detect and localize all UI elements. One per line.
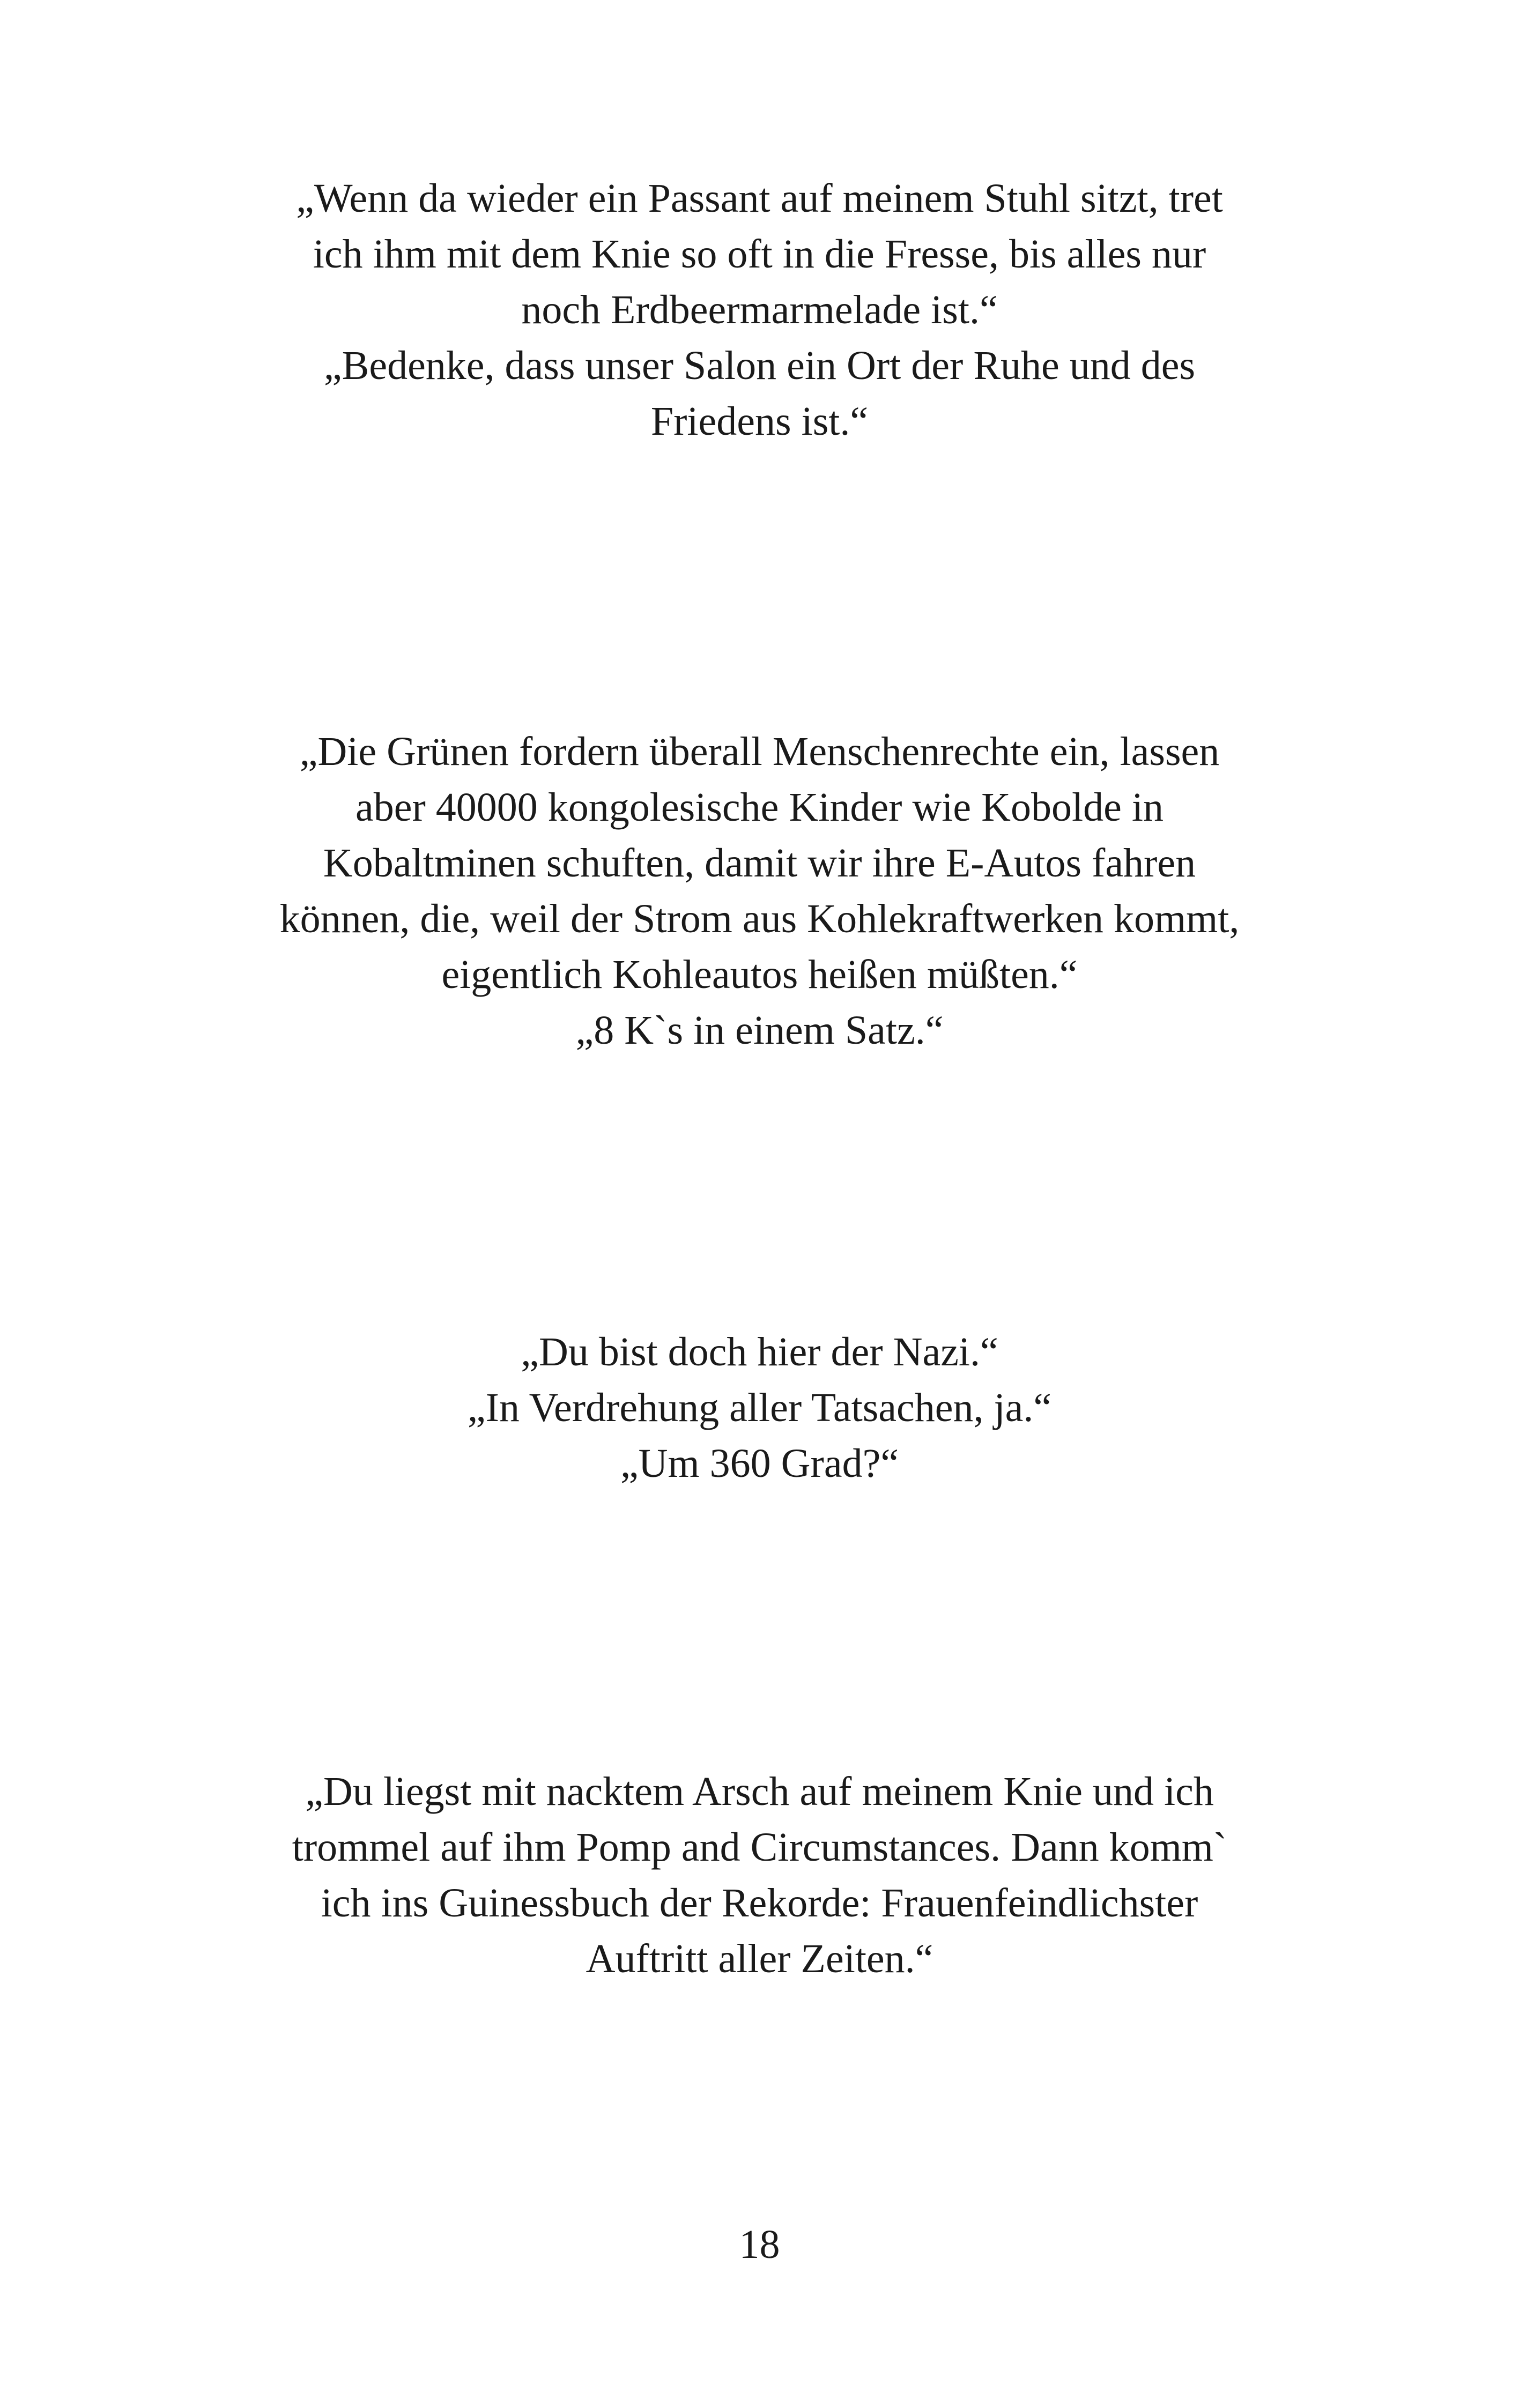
dialogue-block-1 (0, 170, 1519, 449)
text-line: „Du bist doch hier der Nazi.“ (521, 1329, 998, 1374)
text-line: Auftritt aller Zeiten.“ (586, 1936, 933, 1981)
text-line: eigentlich Kohleautos heißen müßten.“ (441, 952, 1078, 997)
dialogue-block-4 (0, 1764, 1519, 1987)
text-line: „Um 360 Grad?“ (620, 1441, 899, 1486)
text-line: ich ins Guinessbuch der Rekorde: Frauenfeindlichster (321, 1881, 1198, 1926)
page-number: 18 (739, 2222, 780, 2267)
text-line: können, die, weil der Strom aus Kohlekraftwerken kommt, (279, 896, 1240, 941)
text-line: ich ihm mit dem Knie so oft in die Fresse, bis alles nur (313, 232, 1206, 277)
text-line: „Die Grünen fordern überall Menschenrechte ein, lassen (299, 729, 1220, 774)
text-line: Kobaltminen schuften, damit wir ihre E-Autos fahren (323, 841, 1196, 886)
text-line: „Du liegst mit nacktem Arsch auf meinem Knie und ich (305, 1769, 1214, 1814)
text-line: aber 40000 kongolesische Kinder wie Kobolde in (355, 785, 1164, 830)
text-line: „In Verdrehung aller Tatsachen, ja.“ (467, 1385, 1052, 1430)
text-line: „Wenn da wieder ein Passant auf meinem Stuhl sitzt, tret (296, 176, 1223, 221)
text-line: „Bedenke, dass unser Salon ein Ort der Ruhe und des (323, 343, 1196, 388)
text-line: trommel auf ihm Pomp and Circumstances. Dann komm` (292, 1825, 1227, 1870)
dialogue-block-2 (0, 724, 1519, 1058)
text-line: Friedens ist.“ (650, 399, 869, 444)
text-line: „8 K`s in einem Satz.“ (575, 1008, 944, 1053)
text-line: noch Erdbeermarmelade ist.“ (521, 287, 998, 332)
dialogue-block-3 (0, 1324, 1519, 1491)
